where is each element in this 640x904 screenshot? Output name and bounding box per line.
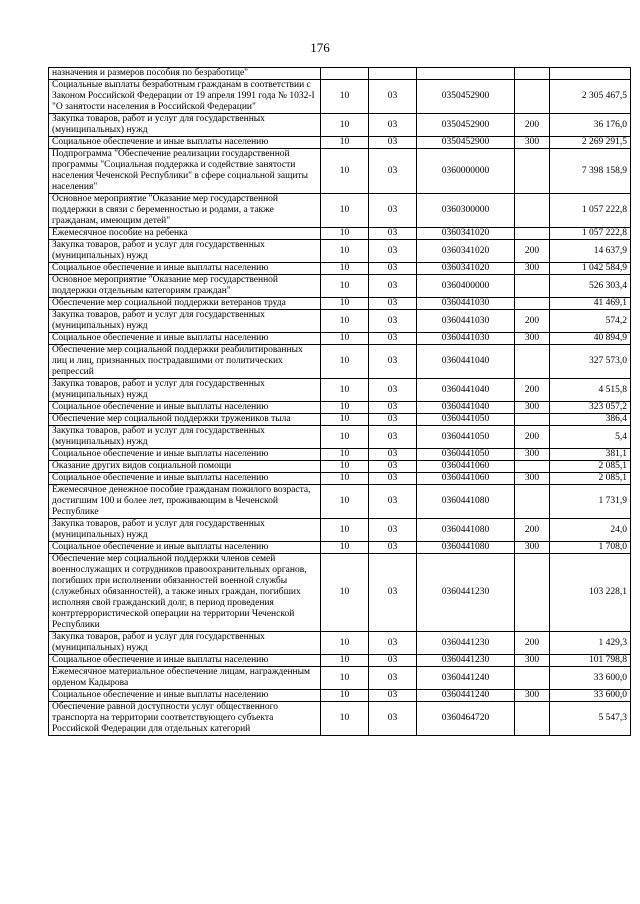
section-code: 10 xyxy=(321,690,369,702)
page-number: 176 xyxy=(310,40,330,55)
subsection-code: 03 xyxy=(369,114,417,137)
subsection-code: 03 xyxy=(369,632,417,655)
target-article-code: 0360000000 xyxy=(417,149,515,194)
target-article-code: 0360441030 xyxy=(417,333,515,345)
row-name: Ежемесячное пособие на ребенка xyxy=(49,228,321,240)
row-name: Социальное обеспечение и иные выплаты населению xyxy=(49,333,321,345)
amount: 4 515,8 xyxy=(550,379,631,402)
table-row xyxy=(49,263,631,275)
table-row xyxy=(49,473,631,485)
table-row xyxy=(49,114,631,137)
target-article-code: 0350452900 xyxy=(417,137,515,149)
subsection-code: 03 xyxy=(369,542,417,554)
table-row xyxy=(49,667,631,690)
expense-type-code xyxy=(515,414,550,426)
table-row xyxy=(49,702,631,736)
subsection-code: 03 xyxy=(369,667,417,690)
section-code: 10 xyxy=(321,632,369,655)
row-name: Основное мероприятие "Оказание мер государственной поддержки в связи с беременностью и родами, а также гражданам, имеющим детей" xyxy=(49,194,321,228)
budget-table xyxy=(48,67,631,736)
section-code: 10 xyxy=(321,554,369,632)
expense-type-code: 300 xyxy=(515,690,550,702)
target-article-code: 0360441080 xyxy=(417,485,515,519)
expense-type-code xyxy=(515,80,550,114)
row-name: Закупка товаров, работ и услуг для государственных (муниципальных) нужд xyxy=(49,632,321,655)
target-article-code: 0360441080 xyxy=(417,542,515,554)
amount: 101 798,8 xyxy=(550,655,631,667)
table-row xyxy=(49,194,631,228)
subsection-code: 03 xyxy=(369,263,417,275)
target-article-code: 0350452900 xyxy=(417,80,515,114)
row-name: назначения и размеров пособия по безработице" xyxy=(49,68,321,80)
row-name: Социальное обеспечение и иные выплаты населению xyxy=(49,137,321,149)
subsection-code: 03 xyxy=(369,655,417,667)
table-row xyxy=(49,137,631,149)
section-code: 10 xyxy=(321,263,369,275)
row-name: Социальное обеспечение и иные выплаты населению xyxy=(49,473,321,485)
row-name: Социальное обеспечение и иные выплаты населению xyxy=(49,655,321,667)
target-article-code: 0360441030 xyxy=(417,298,515,310)
amount: 574,2 xyxy=(550,310,631,333)
section-code: 10 xyxy=(321,402,369,414)
table-row xyxy=(49,240,631,263)
expense-type-code xyxy=(515,702,550,736)
table-row xyxy=(49,149,631,194)
subsection-code: 03 xyxy=(369,402,417,414)
expense-type-code: 200 xyxy=(515,310,550,333)
expense-type-code xyxy=(515,275,550,298)
section-code xyxy=(321,68,369,80)
section-code: 10 xyxy=(321,542,369,554)
amount xyxy=(550,68,631,80)
amount: 7 398 158,9 xyxy=(550,149,631,194)
row-name: Обеспечение мер социальной поддержки тружеников тыла xyxy=(49,414,321,426)
subsection-code: 03 xyxy=(369,137,417,149)
table-row xyxy=(49,228,631,240)
target-article-code: 0360441230 xyxy=(417,655,515,667)
amount: 2 305 467,5 xyxy=(550,80,631,114)
subsection-code: 03 xyxy=(369,310,417,333)
subsection-code: 03 xyxy=(369,345,417,379)
subsection-code: 03 xyxy=(369,275,417,298)
expense-type-code: 300 xyxy=(515,655,550,667)
target-article-code: 0360441240 xyxy=(417,667,515,690)
expense-type-code xyxy=(515,667,550,690)
expense-type-code: 200 xyxy=(515,519,550,542)
amount: 24,0 xyxy=(550,519,631,542)
target-article-code: 0360341020 xyxy=(417,228,515,240)
row-name: Социальные выплаты безработным гражданам в соответствии с Законом Российской Федерации от 19 апреля 1991 года № 1032-I "О занятости населения в Российской Федерации" xyxy=(49,80,321,114)
expense-type-code xyxy=(515,554,550,632)
amount: 1 057 222,8 xyxy=(550,228,631,240)
amount: 2 085,1 xyxy=(550,473,631,485)
row-name: Социальное обеспечение и иные выплаты населению xyxy=(49,449,321,461)
subsection-code: 03 xyxy=(369,702,417,736)
amount: 40 894,9 xyxy=(550,333,631,345)
section-code: 10 xyxy=(321,275,369,298)
row-name: Закупка товаров, работ и услуг для государственных (муниципальных) нужд xyxy=(49,519,321,542)
section-code: 10 xyxy=(321,667,369,690)
amount: 33 600,0 xyxy=(550,690,631,702)
row-name: Обеспечение равной доступности услуг общественного транспорта на территории соответствующего субъекта Российской Федерации для отдельных категорий xyxy=(49,702,321,736)
expense-type-code: 200 xyxy=(515,114,550,137)
section-code: 10 xyxy=(321,137,369,149)
subsection-code: 03 xyxy=(369,149,417,194)
row-name: Основное мероприятие "Оказание мер государственной поддержки отдельным категориям граждан" xyxy=(49,275,321,298)
amount: 103 228,1 xyxy=(550,554,631,632)
expense-type-code: 300 xyxy=(515,333,550,345)
target-article-code: 0360441040 xyxy=(417,379,515,402)
target-article-code: 0360441050 xyxy=(417,426,515,449)
expense-type-code: 200 xyxy=(515,632,550,655)
target-article-code: 0360441050 xyxy=(417,449,515,461)
row-name: Закупка товаров, работ и услуг для государственных (муниципальных) нужд xyxy=(49,310,321,333)
table-row xyxy=(49,655,631,667)
section-code: 10 xyxy=(321,655,369,667)
amount: 526 303,4 xyxy=(550,275,631,298)
subsection-code: 03 xyxy=(369,485,417,519)
table-row xyxy=(49,426,631,449)
subsection-code: 03 xyxy=(369,554,417,632)
amount: 1 042 584,9 xyxy=(550,263,631,275)
expense-type-code: 200 xyxy=(515,426,550,449)
row-name: Оказание других видов социальной помощи xyxy=(49,461,321,473)
table-row xyxy=(49,554,631,632)
row-name: Социальное обеспечение и иные выплаты населению xyxy=(49,263,321,275)
subsection-code: 03 xyxy=(369,473,417,485)
row-name: Закупка товаров, работ и услуг для государственных (муниципальных) нужд xyxy=(49,379,321,402)
target-article-code: 0360441240 xyxy=(417,690,515,702)
amount: 36 176,0 xyxy=(550,114,631,137)
amount: 2 085,1 xyxy=(550,461,631,473)
amount: 2 269 291,5 xyxy=(550,137,631,149)
subsection-code: 03 xyxy=(369,240,417,263)
section-code: 10 xyxy=(321,333,369,345)
table-row xyxy=(49,275,631,298)
section-code: 10 xyxy=(321,149,369,194)
subsection-code: 03 xyxy=(369,194,417,228)
amount: 5,4 xyxy=(550,426,631,449)
subsection-code: 03 xyxy=(369,690,417,702)
row-name: Ежемесячное материальное обеспечение лицам, награжденным орденом Кадырова xyxy=(49,667,321,690)
expense-type-code: 200 xyxy=(515,240,550,263)
section-code: 10 xyxy=(321,228,369,240)
expense-type-code xyxy=(515,194,550,228)
amount: 381,1 xyxy=(550,449,631,461)
target-article-code: 0360441040 xyxy=(417,402,515,414)
section-code: 10 xyxy=(321,80,369,114)
target-article-code: 0360341020 xyxy=(417,240,515,263)
target-article-code: 0360400000 xyxy=(417,275,515,298)
row-name: Подпрограмма "Обеспечение реализации государственной программы "Социальная поддержка и содействие занятости населения Чеченской Республики" в сфере социальной защиты населения" xyxy=(49,149,321,194)
budget-table-body xyxy=(49,68,631,736)
table-row xyxy=(49,402,631,414)
amount: 33 600,0 xyxy=(550,667,631,690)
section-code: 10 xyxy=(321,461,369,473)
section-code: 10 xyxy=(321,310,369,333)
row-name: Закупка товаров, работ и услуг для государственных (муниципальных) нужд xyxy=(49,240,321,263)
expense-type-code xyxy=(515,149,550,194)
table-row xyxy=(49,461,631,473)
target-article-code: 0360441040 xyxy=(417,345,515,379)
row-name: Закупка товаров, работ и услуг для государственных (муниципальных) нужд xyxy=(49,114,321,137)
amount: 1 429,3 xyxy=(550,632,631,655)
subsection-code: 03 xyxy=(369,379,417,402)
row-name: Обеспечение мер социальной поддержки реабилитированных лиц и лиц, признанных пострадавшими от политических репрессий xyxy=(49,345,321,379)
subsection-code: 03 xyxy=(369,298,417,310)
table-row xyxy=(49,68,631,80)
amount: 1 731,9 xyxy=(550,485,631,519)
amount: 327 573,0 xyxy=(550,345,631,379)
subsection-code: 03 xyxy=(369,80,417,114)
amount: 323 057,2 xyxy=(550,402,631,414)
amount: 1 057 222,8 xyxy=(550,194,631,228)
target-article-code: 0360441030 xyxy=(417,310,515,333)
table-row xyxy=(49,345,631,379)
target-article-code: 0360441230 xyxy=(417,554,515,632)
section-code: 10 xyxy=(321,379,369,402)
section-code: 10 xyxy=(321,414,369,426)
subsection-code: 03 xyxy=(369,519,417,542)
target-article-code: 0360441060 xyxy=(417,461,515,473)
amount: 41 469,1 xyxy=(550,298,631,310)
expense-type-code xyxy=(515,298,550,310)
table-row xyxy=(49,485,631,519)
target-article-code: 0360441050 xyxy=(417,414,515,426)
section-code: 10 xyxy=(321,298,369,310)
target-article-code xyxy=(417,68,515,80)
section-code: 10 xyxy=(321,485,369,519)
table-row xyxy=(49,519,631,542)
row-name: Социальное обеспечение и иные выплаты населению xyxy=(49,690,321,702)
amount: 14 637,9 xyxy=(550,240,631,263)
row-name: Закупка товаров, работ и услуг для государственных (муниципальных) нужд xyxy=(49,426,321,449)
target-article-code: 0360300000 xyxy=(417,194,515,228)
expense-type-code: 300 xyxy=(515,473,550,485)
target-article-code: 0360341020 xyxy=(417,263,515,275)
expense-type-code xyxy=(515,228,550,240)
section-code: 10 xyxy=(321,519,369,542)
section-code: 10 xyxy=(321,194,369,228)
section-code: 10 xyxy=(321,240,369,263)
amount: 1 708,0 xyxy=(550,542,631,554)
section-code: 10 xyxy=(321,449,369,461)
expense-type-code: 200 xyxy=(515,379,550,402)
amount: 5 547,3 xyxy=(550,702,631,736)
target-article-code: 0350452900 xyxy=(417,114,515,137)
table-row xyxy=(49,298,631,310)
table-row xyxy=(49,690,631,702)
table-row xyxy=(49,632,631,655)
expense-type-code xyxy=(515,345,550,379)
target-article-code: 0360441080 xyxy=(417,519,515,542)
row-name: Обеспечение мер социальной поддержки членов семей военнослужащих и сотрудников правоохранительных органов, погибших при исполнении обязанностей военной службы (служебных обязанностей), а также иных граждан, погибших исполняя свой гражданский долг, в период проведения контртеррористической операции на территории Чеченской Республики xyxy=(49,554,321,632)
table-row xyxy=(49,310,631,333)
row-name: Обеспечение мер социальной поддержки ветеранов труда xyxy=(49,298,321,310)
target-article-code: 0360441060 xyxy=(417,473,515,485)
subsection-code xyxy=(369,68,417,80)
row-name: Социальное обеспечение и иные выплаты населению xyxy=(49,402,321,414)
table-row xyxy=(49,414,631,426)
subsection-code: 03 xyxy=(369,449,417,461)
row-name: Ежемесячное денежное пособие гражданам пожилого возраста, достигшим 100 и более лет, проживающим в Чеченской Республике xyxy=(49,485,321,519)
section-code: 10 xyxy=(321,114,369,137)
section-code: 10 xyxy=(321,345,369,379)
expense-type-code: 300 xyxy=(515,542,550,554)
expense-type-code xyxy=(515,68,550,80)
expense-type-code: 300 xyxy=(515,137,550,149)
target-article-code: 0360464720 xyxy=(417,702,515,736)
expense-type-code: 300 xyxy=(515,449,550,461)
expense-type-code xyxy=(515,485,550,519)
amount: 386,4 xyxy=(550,414,631,426)
section-code: 10 xyxy=(321,426,369,449)
table-row xyxy=(49,379,631,402)
expense-type-code: 300 xyxy=(515,402,550,414)
section-code: 10 xyxy=(321,702,369,736)
table-row xyxy=(49,80,631,114)
expense-type-code: 300 xyxy=(515,263,550,275)
subsection-code: 03 xyxy=(369,461,417,473)
table-row xyxy=(49,449,631,461)
table-row xyxy=(49,542,631,554)
row-name: Социальное обеспечение и иные выплаты населению xyxy=(49,542,321,554)
expense-type-code xyxy=(515,461,550,473)
table-row xyxy=(49,333,631,345)
subsection-code: 03 xyxy=(369,333,417,345)
target-article-code: 0360441230 xyxy=(417,632,515,655)
subsection-code: 03 xyxy=(369,426,417,449)
subsection-code: 03 xyxy=(369,228,417,240)
section-code: 10 xyxy=(321,473,369,485)
subsection-code: 03 xyxy=(369,414,417,426)
